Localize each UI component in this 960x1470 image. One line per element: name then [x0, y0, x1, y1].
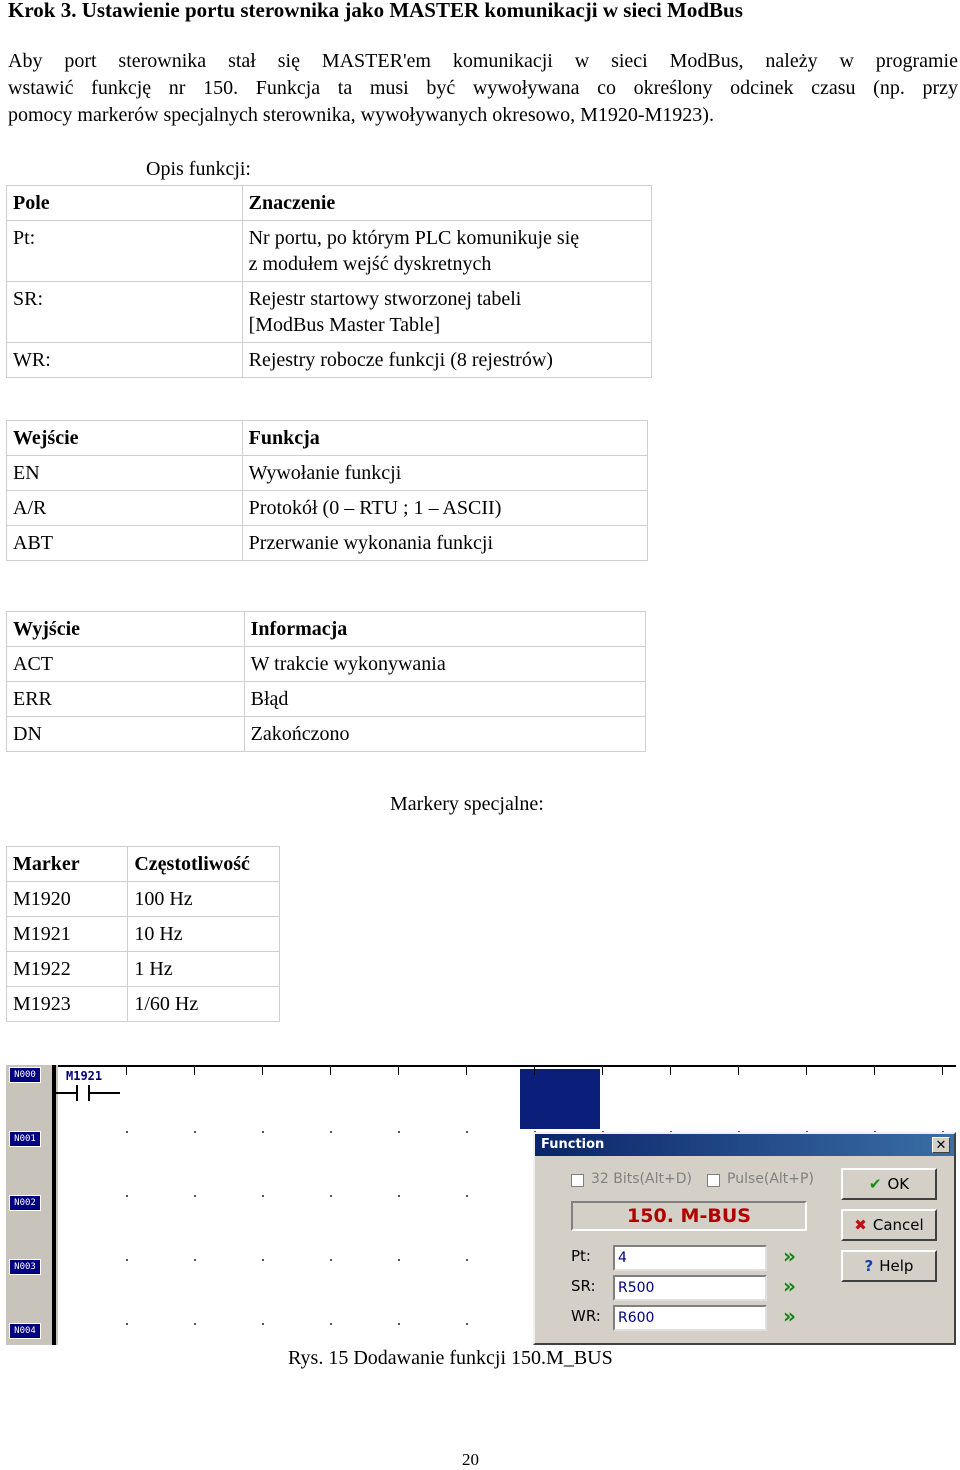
rung-label[interactable]: N000 [9, 1067, 41, 1083]
cell: A/R [7, 491, 243, 526]
selected-cell[interactable] [520, 1069, 600, 1129]
grid-dot [398, 1195, 400, 1197]
cell: W trakcie wykonywania [244, 647, 645, 682]
table-row [7, 682, 646, 717]
table-row [7, 717, 646, 752]
ladder-power-rail [52, 1065, 56, 1345]
cell-line: Rejestr startowy stworzonej tabeli [248, 288, 522, 310]
grid-tick [874, 1065, 875, 1075]
grid-dot [466, 1131, 468, 1133]
grid-tick [670, 1065, 671, 1075]
table-row [7, 491, 648, 526]
cancel-button[interactable] [841, 1209, 937, 1241]
wr-label: WR: [571, 1307, 601, 1325]
column-header: Informacja [244, 612, 645, 647]
cell: ABT [7, 526, 243, 561]
pulse-label: Pulse(Alt+P) [727, 1171, 814, 1187]
wr-input[interactable]: R600 [613, 1305, 767, 1331]
pole-table [6, 185, 652, 378]
column-header: Wyjście [7, 612, 245, 647]
grid-tick [126, 1065, 127, 1075]
cell: Protokół (0 – RTU ; 1 – ASCII) [242, 491, 647, 526]
grid-tick [330, 1065, 331, 1075]
column-header: Wejście [7, 421, 243, 456]
grid-dot [330, 1195, 332, 1197]
x-icon: ✖ [854, 1216, 867, 1234]
ok-button[interactable] [841, 1168, 937, 1200]
cell: Pt: [7, 221, 243, 282]
column-header: Częstotliwość [128, 847, 280, 882]
cell: 100 Hz [128, 882, 280, 917]
grid-tick [194, 1065, 195, 1075]
column-header: Znaczenie [242, 186, 651, 221]
table-row [7, 917, 280, 952]
grid-dot [466, 1195, 468, 1197]
cell: ERR [7, 682, 245, 717]
rung-label[interactable]: N001 [9, 1131, 41, 1147]
no-contact-icon[interactable] [56, 1083, 120, 1103]
dialog-title-bar[interactable] [535, 1134, 954, 1156]
cell: 1/60 Hz [128, 987, 280, 1022]
cancel-label: Cancel [872, 1216, 924, 1234]
cell: M1920 [7, 882, 128, 917]
grid-tick [738, 1065, 739, 1075]
figure-caption: Rys. 15 Dodawanie funkcji 150.M_BUS [288, 1347, 613, 1369]
table-header-row [7, 421, 648, 456]
cell: M1922 [7, 952, 128, 987]
grid-tick [806, 1065, 807, 1075]
grid-dot [398, 1323, 400, 1325]
question-icon: ? [864, 1257, 874, 1275]
table-row [7, 221, 652, 282]
grid-tick [942, 1065, 943, 1075]
grid-dot [262, 1323, 264, 1325]
column-header: Funkcja [242, 421, 647, 456]
grid-dot [126, 1131, 128, 1133]
rung-label[interactable]: N003 [9, 1259, 41, 1275]
table-row [7, 456, 648, 491]
grid-dot [398, 1259, 400, 1261]
grid-dot [262, 1131, 264, 1133]
dialog-title: Function [541, 1137, 605, 1152]
table-row [7, 282, 652, 343]
grid-dot [194, 1131, 196, 1133]
cell: Wywołanie funkcji [242, 456, 647, 491]
cell: M1921 [7, 917, 128, 952]
pulse-checkbox[interactable] [707, 1174, 720, 1187]
table-row [7, 987, 280, 1022]
grid-dot [330, 1323, 332, 1325]
32bits-checkbox[interactable] [571, 1174, 584, 1187]
cell-line: Nr portu, po którym PLC komunikuje się [248, 227, 580, 249]
table-row [7, 882, 280, 917]
sr-input[interactable]: R500 [613, 1275, 767, 1301]
grid-dot [466, 1259, 468, 1261]
grid-tick [262, 1065, 263, 1075]
cell-line: z modułem wejść dyskretnych [248, 253, 492, 275]
column-header: Pole [7, 186, 243, 221]
grid-dot [398, 1131, 400, 1133]
cell: Przerwanie wykonania funkcji [242, 526, 647, 561]
rung-label[interactable]: N004 [9, 1323, 41, 1339]
double-chevron-icon[interactable]: » [783, 1304, 796, 1328]
grid-dot [194, 1259, 196, 1261]
32bits-label: 32 Bits(Alt+D) [591, 1171, 692, 1187]
column-header: Marker [7, 847, 128, 882]
intro-paragraph [8, 48, 958, 129]
grid-dot [330, 1131, 332, 1133]
table-header-row [7, 612, 646, 647]
marker-table [6, 846, 280, 1022]
ok-label: OK [887, 1175, 910, 1193]
rung-label[interactable]: N002 [9, 1195, 41, 1211]
cell: WR: [7, 343, 243, 378]
cell: EN [7, 456, 243, 491]
grid-dot [194, 1195, 196, 1197]
function-dialog [533, 1132, 956, 1345]
function-name-display: 150. M-BUS [571, 1201, 807, 1231]
table-row [7, 526, 648, 561]
cell-line: [ModBus Master Table] [248, 314, 441, 336]
section-heading: Krok 3. Ustawienie portu sterownika jako MASTER komunikacji w sieci ModBus [8, 0, 743, 22]
cell: Rejestry robocze funkcji (8 rejestrów) [242, 343, 651, 378]
grid-dot [194, 1323, 196, 1325]
grid-tick [534, 1065, 535, 1075]
contact-label: M1921 [66, 1069, 103, 1083]
ladder-editor-screenshot [6, 1065, 956, 1345]
double-chevron-icon[interactable]: » [783, 1244, 796, 1268]
close-button[interactable]: ✕ [932, 1137, 950, 1153]
pt-input[interactable]: 4 [613, 1245, 767, 1271]
cell: ACT [7, 647, 245, 682]
table-header-row [7, 186, 652, 221]
grid-dot [126, 1323, 128, 1325]
grid-dot [466, 1323, 468, 1325]
markery-caption: Markery specjalne: [390, 793, 544, 815]
sr-label: SR: [571, 1277, 596, 1295]
opis-caption: Opis funkcji: [146, 158, 251, 180]
wyjscie-table [6, 611, 646, 752]
cell [242, 282, 651, 343]
cell: 1 Hz [128, 952, 280, 987]
grid-dot [126, 1259, 128, 1261]
grid-dot [126, 1195, 128, 1197]
paragraph-line: Aby port sterownika stał się MASTER'em komunikacji w sieci ModBus, należy w programie [8, 50, 958, 72]
cell: Błąd [244, 682, 645, 717]
grid-tick [466, 1065, 467, 1075]
paragraph-line: pomocy markerów specjalnych sterownika, wywoływanych okresowo, M1920-M1923). [8, 104, 714, 126]
ladder-top-line [58, 1065, 956, 1067]
grid-dot [330, 1259, 332, 1261]
grid-dot [262, 1259, 264, 1261]
grid-tick [602, 1065, 603, 1075]
grid-tick [398, 1065, 399, 1075]
cell: SR: [7, 282, 243, 343]
double-chevron-icon[interactable]: » [783, 1274, 796, 1298]
page-number: 20 [462, 1450, 479, 1469]
cell: Zakończono [244, 717, 645, 752]
wejscie-table [6, 420, 648, 561]
check-icon: ✔ [868, 1175, 882, 1193]
cell: DN [7, 717, 245, 752]
paragraph-line: wstawić funkcję nr 150. Funkcja ta musi być wywoływana co określony odcinek czasu (np. przy [8, 77, 958, 99]
cell: 10 Hz [128, 917, 280, 952]
cell: M1923 [7, 987, 128, 1022]
table-header-row [7, 847, 280, 882]
table-row [7, 647, 646, 682]
table-row [7, 343, 652, 378]
table-row [7, 952, 280, 987]
help-button[interactable] [841, 1250, 937, 1282]
pt-label: Pt: [571, 1247, 591, 1265]
help-label: Help [879, 1257, 914, 1275]
cell [242, 221, 651, 282]
grid-dot [262, 1195, 264, 1197]
